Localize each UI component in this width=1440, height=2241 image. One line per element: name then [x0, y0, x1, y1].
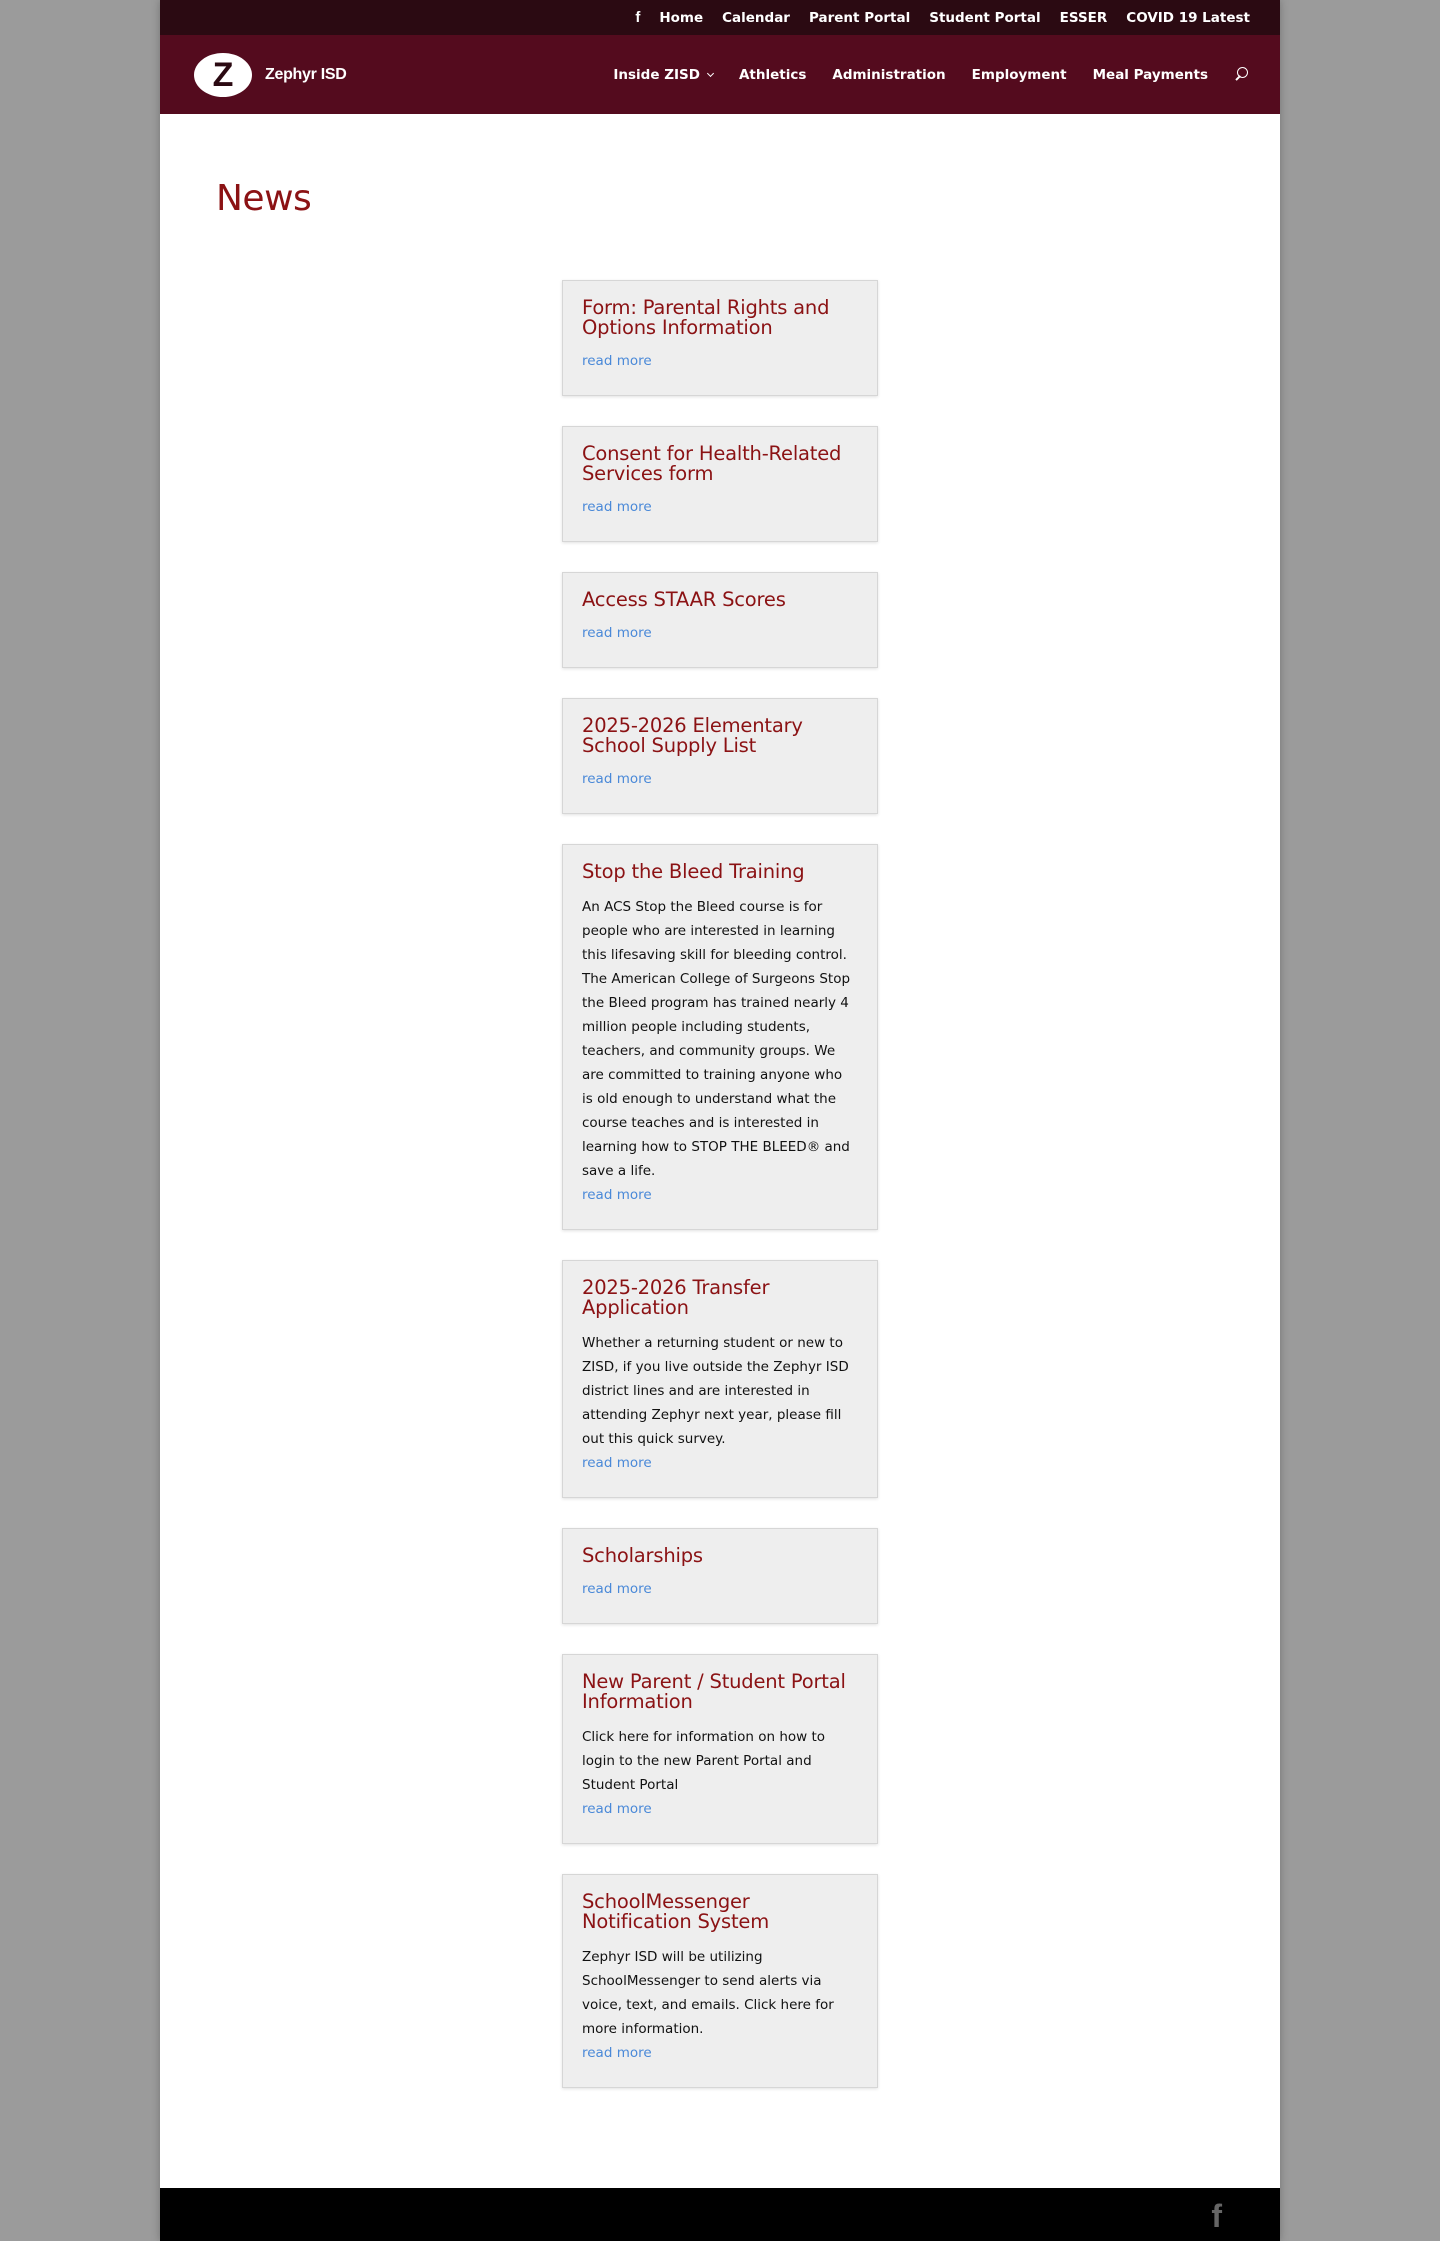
news-card	[562, 1528, 878, 1624]
news-card-title[interactable]: Form: Parental Rights and Options Information	[582, 296, 830, 339]
facebook-icon[interactable]: f	[1211, 2198, 1222, 2234]
main-nav	[613, 67, 1208, 83]
news-card-excerpt: Whether a returning student or new to ZISD, if you live outside the Zephyr ISD district lines and are interested in attending Zephyr next year, please fill out this quick survey.	[582, 1335, 849, 1447]
news-card	[562, 280, 878, 396]
topbar-link-parent-portal[interactable]: Parent Portal	[808, 9, 911, 26]
news-card	[562, 426, 878, 542]
topbar-link-student-portal[interactable]: Student Portal	[929, 9, 1041, 26]
read-more-link[interactable]: read more	[582, 625, 652, 641]
logo-letter: Z	[212, 55, 234, 94]
site-logo[interactable]	[194, 53, 346, 97]
logo-mark	[194, 53, 252, 97]
read-more-link[interactable]: read more	[582, 1455, 652, 1471]
search-icon[interactable]	[1234, 67, 1250, 83]
chevron-down-icon	[707, 69, 714, 76]
read-more-link[interactable]: read more	[582, 1187, 652, 1203]
news-card	[562, 844, 878, 1230]
news-card	[562, 1874, 878, 2088]
site-name: Zephyr ISD	[265, 65, 347, 83]
nav-item-employment[interactable]: Employment	[971, 66, 1067, 83]
news-post-list	[562, 280, 878, 2118]
read-more-link[interactable]: read more	[582, 499, 652, 515]
nav-item-athletics[interactable]: Athletics	[738, 66, 807, 83]
read-more-link[interactable]: read more	[582, 1801, 652, 1817]
nav-item-label: Inside ZISD	[613, 66, 700, 83]
read-more-link[interactable]: read more	[582, 771, 652, 787]
news-card-title[interactable]: Stop the Bleed Training	[582, 860, 805, 883]
news-card	[562, 572, 878, 668]
page-frame	[160, 0, 1280, 2241]
nav-item-meal-payments[interactable]: Meal Payments	[1092, 66, 1208, 83]
news-card-title[interactable]: 2025-2026 Transfer Application	[582, 1276, 770, 1319]
topbar-link-home[interactable]: Home	[659, 9, 704, 26]
news-card-excerpt: Click here for information on how to login to the new Parent Portal and Student Portal	[582, 1729, 826, 1793]
topbar-link-esser[interactable]: ESSER	[1059, 9, 1108, 26]
nav-item-administration[interactable]: Administration	[832, 66, 946, 83]
news-card-title[interactable]: New Parent / Student Portal Information	[582, 1670, 846, 1713]
page-title: News	[216, 178, 312, 219]
news-card-title[interactable]: 2025-2026 Elementary School Supply List	[582, 714, 803, 757]
read-more-link[interactable]: read more	[582, 1581, 652, 1597]
news-card-title[interactable]: SchoolMessenger Notification System	[582, 1890, 770, 1933]
news-card-excerpt: An ACS Stop the Bleed course is for people who are interested in learning this lifesaving skill for bleeding control. The American College of Surgeons Stop the Bleed program has trained nearly 4 million people including students, teachers, and community groups. We are committed to training anyone who is old enough to understand what the course teaches and is interested in learning how to STOP THE BLEED® and save a life.	[582, 899, 851, 1179]
main-header	[160, 35, 1280, 114]
news-card	[562, 1260, 878, 1498]
nav-item-inside-zisd[interactable]	[613, 67, 713, 83]
news-card	[562, 698, 878, 814]
footer	[160, 2188, 1280, 2241]
news-card	[562, 1654, 878, 1844]
read-more-link[interactable]: read more	[582, 2045, 652, 2061]
top-utility-bar	[160, 0, 1280, 35]
news-card-title[interactable]: Consent for Health-Related Services form	[582, 442, 842, 485]
facebook-icon[interactable]: f	[635, 9, 641, 26]
topbar-link-covid[interactable]: COVID 19 Latest	[1126, 9, 1250, 26]
read-more-link[interactable]: read more	[582, 353, 652, 369]
news-card-title[interactable]: Access STAAR Scores	[582, 588, 786, 611]
news-card-title[interactable]: Scholarships	[582, 1544, 703, 1567]
topbar-link-calendar[interactable]: Calendar	[722, 9, 790, 26]
news-card-excerpt: Zephyr ISD will be utilizing SchoolMessenger to send alerts via voice, text, and emails. Click here for more information.	[582, 1949, 834, 2037]
